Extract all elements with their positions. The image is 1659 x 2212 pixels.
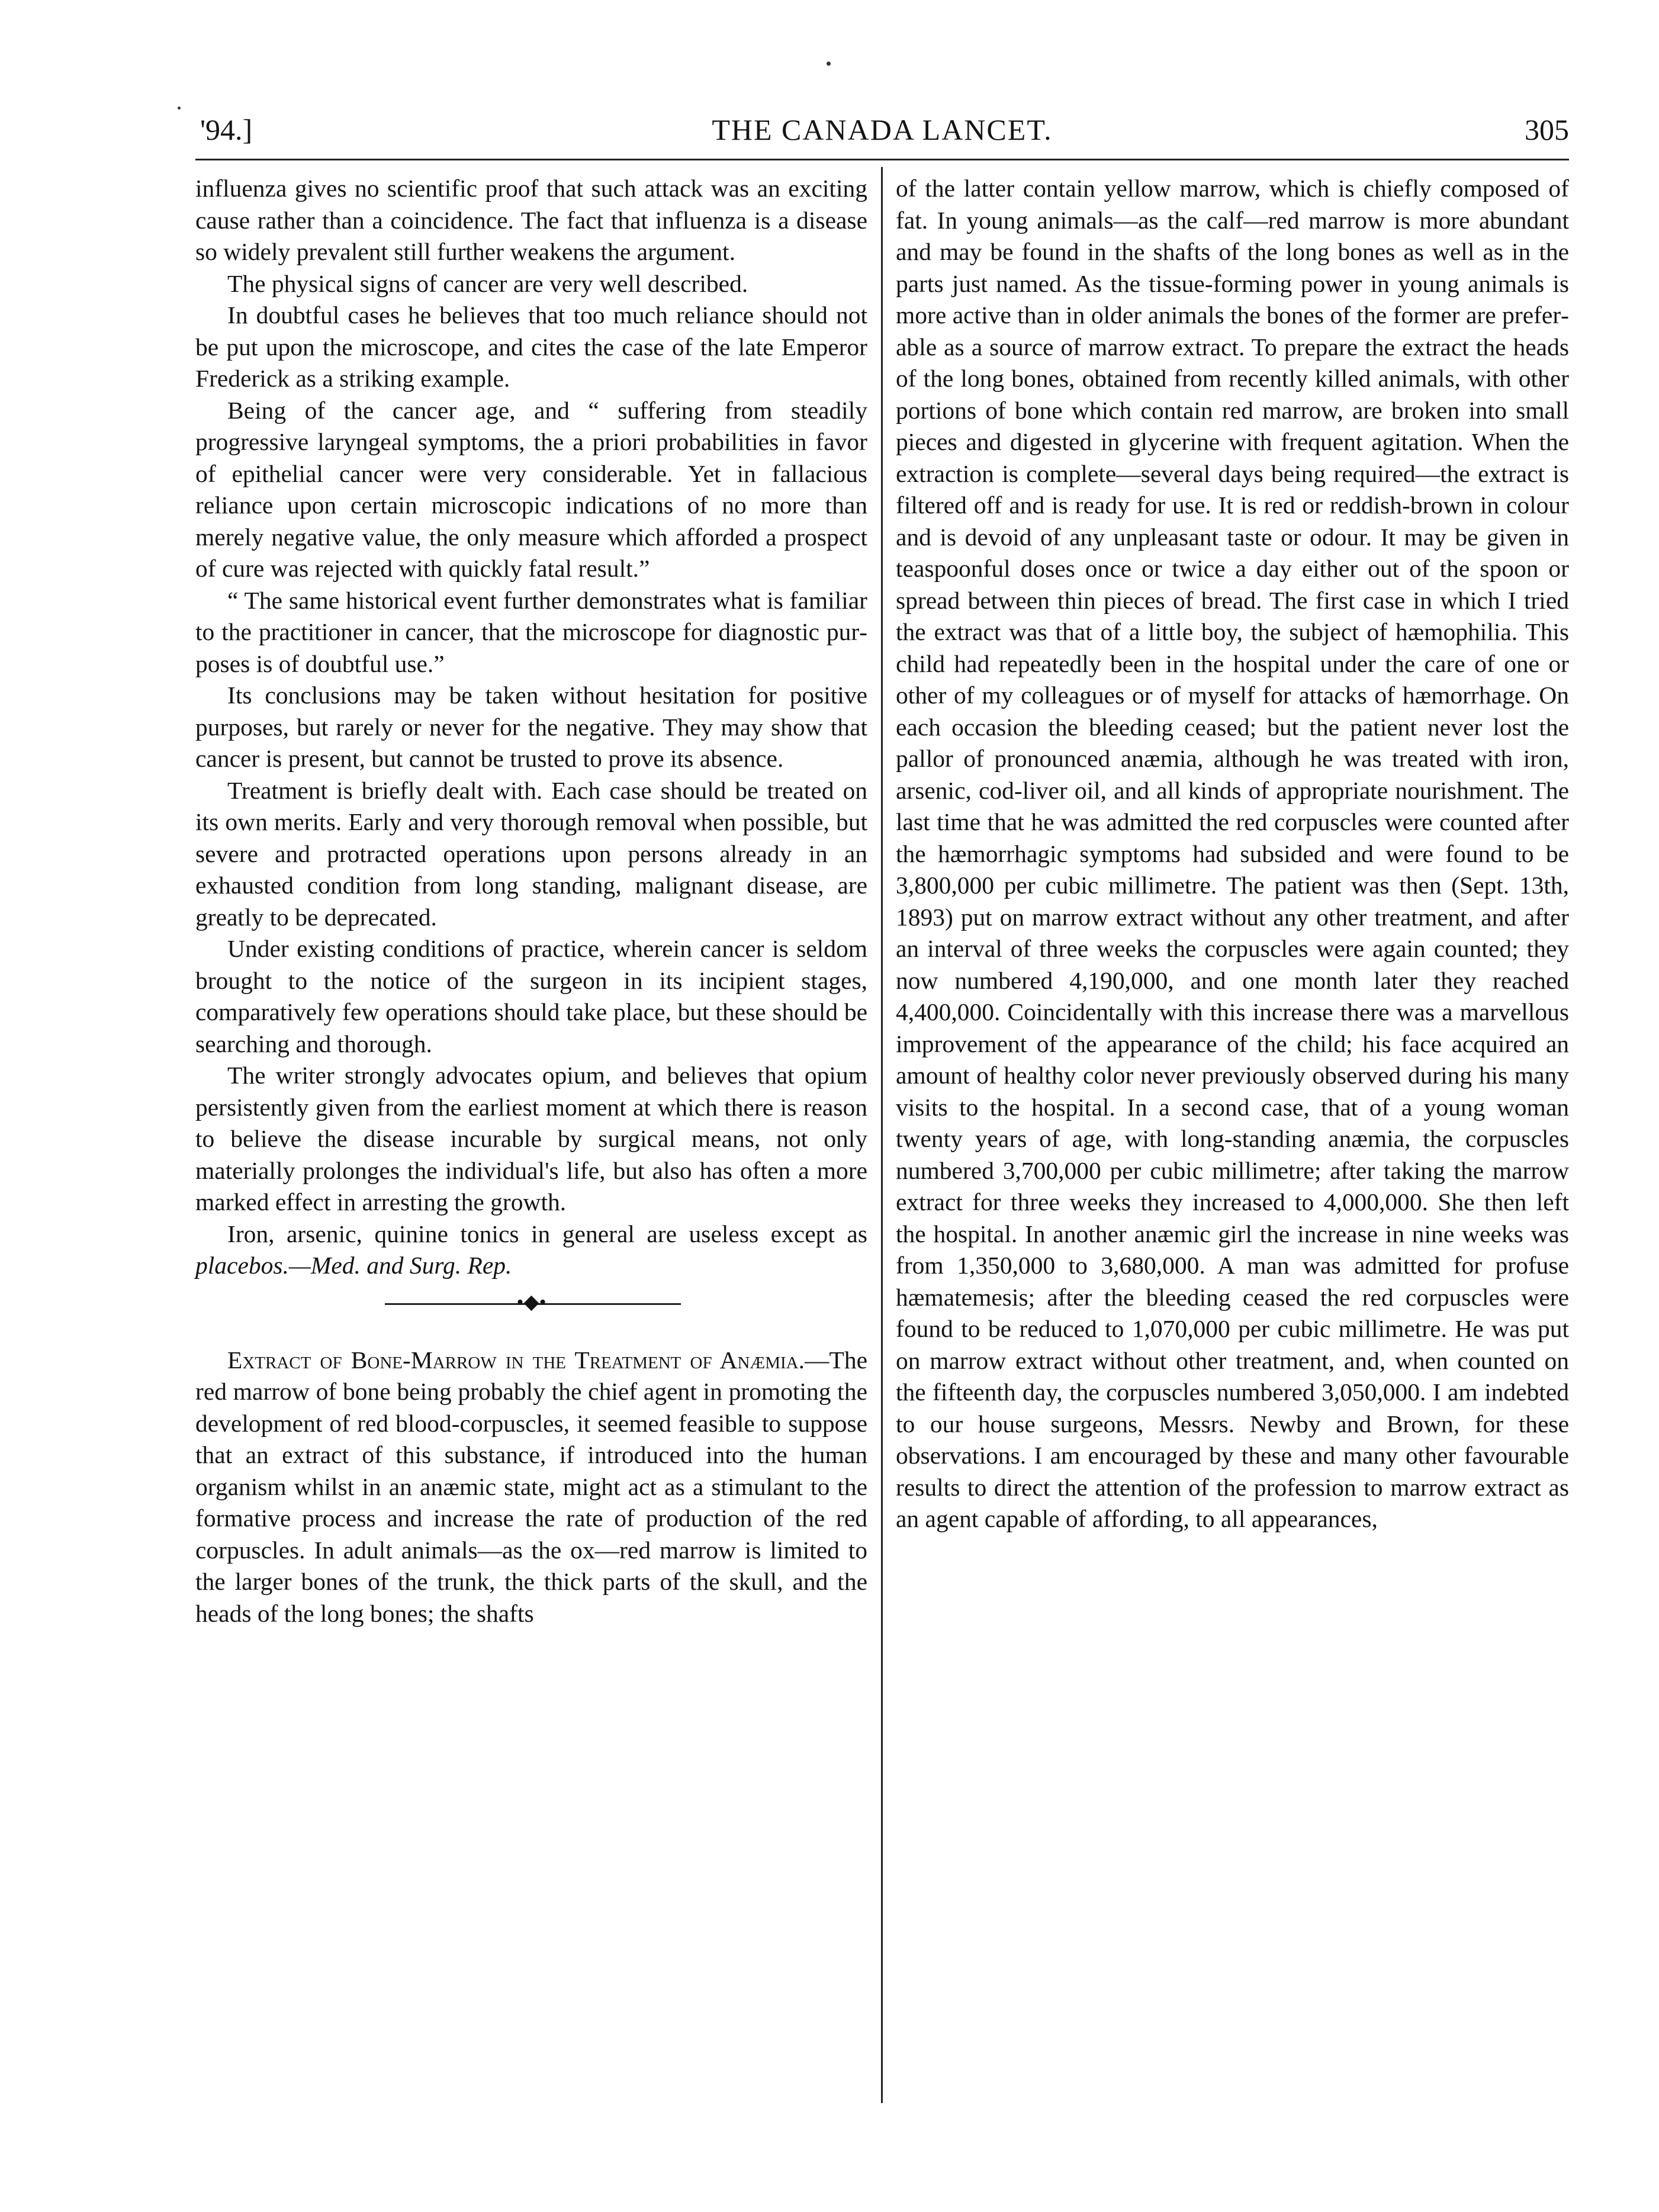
paragraph: The writer strongly advocates opium, and believes that opium persistently given from the earliest moment at which there is reason to believe the disease incurable by surgical means, not only materially prolonges the individual's life, but also has often a more marked effect in arresting the growth.	[195, 1062, 867, 1216]
spacer	[195, 1329, 867, 1345]
paragraph: Its conclusions may be taken without hesitation for positive purposes, but rarely or never for the negative. They may show that cancer is present, but cannot be trusted to prove its absence.	[195, 681, 867, 772]
page-number: 305	[1525, 113, 1569, 146]
header-rule	[195, 159, 1569, 160]
right-column	[896, 173, 1569, 1535]
column-rule	[881, 167, 883, 2103]
paragraph: Under existing conditions of practice, wherein cancer is seldom brought to the notice of the surgeon in its incipient stages, comparatively few operations should take place, but these should be searching and thorough.	[195, 935, 867, 1057]
article-body: —The red marrow of bone being probably the chief agent in promoting the development of red blood-corpuscles, it seemed feasible to suppose that an extract of this substance, if introduced into the human organism whilst in an anæmic state, might act as a stimulant to the formative process and increase the rate of production of the red corpuscles. In adult animals—as the ox—red marrow is limited to the larger bones of the trunk, the thick parts of the skull, and the heads of the long bones; the shafts	[195, 1346, 867, 1627]
scan-speck	[178, 107, 181, 110]
section-divider	[195, 1282, 867, 1329]
divider-ornament: •◆•	[516, 1291, 546, 1313]
paragraph: The physical signs of cancer are very well described.	[227, 269, 748, 297]
paragraph: influenza gives no scientific proof that such attack was an exciting cause rather than a coincidence. The fact that influenza is a disease so widely prevalent still further weakens the argument.	[195, 175, 867, 265]
running-header	[195, 112, 1569, 154]
paragraph: Treatment is briefly dealt with. Each case should be treated on its own merits. Early and very thorough removal when possible, but severe and protracted operations upon persons already in an exhausted condition from long standing, malignant disease, are greatly to be deprecated.	[195, 776, 867, 931]
left-column	[195, 173, 867, 1629]
paragraph: In doubtful cases he believes that too much reliance should not be put upon the microscope, and cites the case of the late Emperor Frederick as a striking example.	[195, 301, 867, 392]
paragraph: of the latter contain yellow marrow, which is chiefly composed of fat. In young animals—as the calf—red marrow is more abundant and may be found in the shafts of the long bones as well as in the parts just named. As the tissue-forming power in young animals is more active than in older animals the bones of the former are preferable as a source of marrow extract. To prepare the extract the heads of the long bones, obtained from recently killed animals, with other portions of bone which contain red marrow, are broken into small pieces and digested in glycerine with frequent agitation. When the extraction is complete—several days being required—the extract is filtered off and is ready for use. It is red or reddish-brown in colour and is devoid of any unpleasant taste or odour. It may be given in teaspoonful doses once or twice a day either out of the spoon or spread between thin pieces of bread. The first case in which I tried the extract was that of a little boy, the subject of hæmophilia. This child had repeatedly been in the hospital under the care of one or other of my colleagues or of myself for attacks of hæmorrhage. On each occasion the bleeding ceased; but the patient never lost the pallor of pronounced anæmia, although he was treated with iron, arsenic, cod-liver oil, and all kinds of appropriate nourishment. The last time that he was admitted the red corpuscles were counted after the hæmorrhagic symptoms had subsided and were found to be 3,800,000 per cubic millimetre. The patient was then (Sept. 13th, 1893) put on marrow extract without any other treatment, and after an interval of three weeks the corpuscles were again counted; they now numbered 4,190,000, and one month later they reached 4,400,000. Coincidentally with this increase there was a marvellous improvement of the appearance of the child; his face acquired an amount of healthy color never previously observed during his many visits to the hospital. In a second case, that of a young woman twenty years of age, with long-standing anæmia, the corpuscles numbered 3,700,000 per cubic millimetre; after taking the marrow extract for three weeks they increased to 4,000,000. She then left the hospital. In another anæmic girl the increase in nine weeks was from 1,350,000 to 3,680,000. A man was admitted for profuse hæmatemesis; after the bleeding ceased the red corpuscles were found to be reduced to 1,070,000 per cubic millimetre. He was put on marrow extract without other treatment, and, when counted on the fifteenth day, the corpuscles numbered 3,050,000. I am indebted to our house surgeons, Messrs. Newby and Brown, for these observations. I am encouraged by these and many other favourable results to direct the attention of the profession to marrow extract as an agent capable of affording, to all appearances,	[896, 175, 1569, 1532]
journal-title: THE CANADA LANCET.	[712, 113, 1053, 146]
paragraph-text: Iron, arsenic, quinine tonics in general are useless except as	[227, 1220, 867, 1248]
citation: placebos.—Med. and Surg. Rep.	[195, 1252, 512, 1279]
scan-speck	[827, 62, 831, 66]
article-paragraph	[195, 1345, 867, 1630]
article-heading: Extract of Bone-Marrow in the Treatment of Anæmia.	[227, 1346, 805, 1374]
paragraph: Being of the cancer age, and “ suffering from steadily progressive laryngeal symptoms, the a priori probabilities in favor of epithelial cancer were very considerable. Yet in fallacious reliance upon certain microscopic indications of no more than merely negative value, the only measure which afforded a prospect of cure was rejected with quickly fatal result.”	[195, 396, 867, 582]
paragraph	[195, 1218, 867, 1282]
paragraph: “ The same historical event further demonstrates what is familiar to the practitioner in cancer, that the microscope for diagnostic purposes is of doubtful use.”	[195, 586, 867, 677]
volume-year: '94.]	[200, 113, 253, 146]
